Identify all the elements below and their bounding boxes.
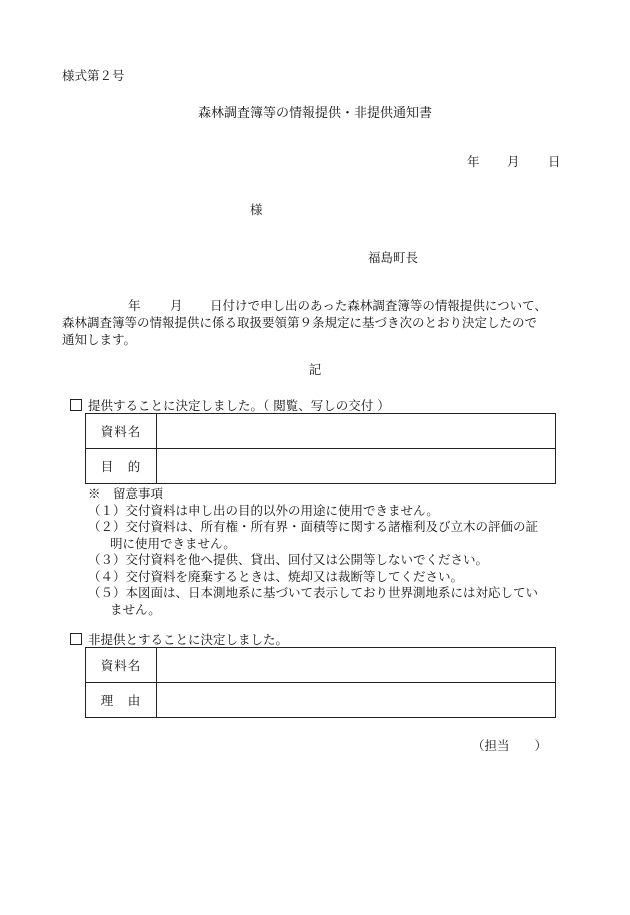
note-item-2: （２）交付資料は、所有権・所有界・面積等に関する諸権利及び立木の評価の証 [88,519,539,534]
notes [88,486,538,618]
table-row [86,414,556,449]
body-line-3: 通知します。 [62,332,137,347]
nonprovide-reason-label: 理 由 [86,683,157,718]
addressee-suffix: 様 [250,202,263,217]
date-year-label: 年 [467,154,480,169]
provide-checkbox[interactable] [70,399,82,411]
nonprovide-material-field[interactable] [157,648,556,683]
issuer-name: 福島町長 [368,250,419,265]
body-year-label: 年 [128,298,141,313]
record-label: 記 [308,362,322,377]
date-month-label: 月 [507,154,520,169]
nonprovide-reason-field[interactable] [157,683,556,718]
body-line-2: 森林調査簿等の情報提供に係る取扱要領第９条規定に基づき次のとおり決定したので [62,315,538,330]
contact-person: （担当 ） [472,738,548,753]
note-item-1: （１）交付資料は申し出の目的以外の用途に使用できません。 [88,502,439,518]
date-day-label: 日 [548,154,561,169]
nonprovide-table [85,647,556,718]
table-row [86,683,556,718]
nonprovide-material-label: 資料名 [86,648,157,683]
provide-checkbox-label: 提供することに決定しました。（ 閲覧、写しの交付 ） [88,398,390,413]
provide-material-field[interactable] [157,414,556,449]
form-number: 様式第２号 [62,68,125,83]
provide-option[interactable] [70,396,390,414]
provide-table [85,413,556,484]
provide-material-label: 資料名 [86,414,157,449]
provide-purpose-label: 目 的 [86,449,157,484]
table-row [86,449,556,484]
note-item-4: （４）交付資料を廃棄するときは、焼却又は裁断等してください。 [88,568,464,584]
notes-header: ※ 留意事項 [88,486,164,501]
document-title: 森林調査簿等の情報提供・非提供通知書 [197,106,432,121]
nonprovide-checkbox-label: 非提供とすることに決定しました。 [88,632,289,647]
note-item-3: （３）交付資料を他へ提供、貸出、回付又は公開等しないでください。 [88,552,489,567]
nonprovide-checkbox[interactable] [70,633,82,645]
table-row [86,648,556,683]
note-item-2-cont: 明に使用できません。 [110,535,236,551]
nonprovide-option[interactable] [70,630,288,648]
provide-purpose-field[interactable] [157,449,556,484]
body-month-label: 月 [170,298,183,313]
body-line-1: 日付けで申し出のあった森林調査簿等の情報提供について、 [210,298,547,313]
note-item-5: （５）本図面は、日本測地系に基づいて表示しており世界測地系には対応してい [88,585,539,600]
note-item-5-cont: ません。 [110,601,161,617]
